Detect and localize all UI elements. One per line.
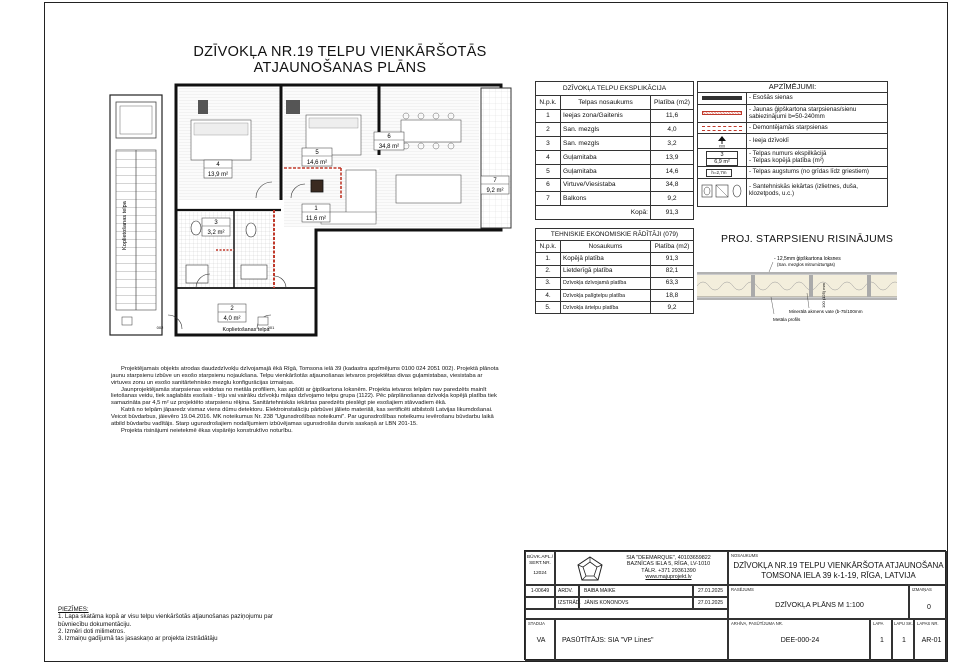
partition-note-1b: (San. mezglos mitrumizturīgās) — [777, 262, 835, 267]
svg-text:2: 2 — [230, 306, 234, 312]
page-title: DZĪVOKĻA NR.19 TELPU VIENKĀRŠOTĀS ATJAUNOŠANAS PLĀNS — [193, 44, 487, 76]
legend-row: - Jaunas ģipškartona starpsienas/sienu sabiezinājumi b=50-240mm — [698, 105, 887, 123]
room-tag-2 — [218, 304, 246, 322]
table-row: 5. Dzīvokļa ārtelpu platība 9,2 — [536, 302, 694, 314]
table-row: 3. Dzīvokļa dzīvojamā platība 63,3 — [536, 277, 694, 289]
svg-text:6: 6 — [387, 134, 391, 140]
svg-text:XXX: XXX — [718, 144, 726, 148]
legend-row: - Santehniskās iekārtas (izlietnes, duša, klozetpods, u.c.) — [698, 179, 887, 206]
legend-box — [697, 81, 888, 207]
table-row: 4 Guļamitaba 13,9 — [536, 150, 694, 164]
svg-text:3: 3 — [214, 220, 218, 226]
height-tag-sample: h=2,7m — [706, 169, 732, 177]
svg-text:9,2 m²: 9,2 m² — [486, 188, 504, 194]
partition-note-1: - 12,5mm ģipškartona loksnes — [774, 256, 841, 262]
svg-text:13,9 m²: 13,9 m² — [207, 172, 229, 178]
table-row: 4. Dzīvokļa palīgtelpu platība 18,8 — [536, 289, 694, 301]
company-logo-icon — [576, 556, 604, 582]
room-tag-sample: 3 6,9 m² — [706, 151, 738, 166]
door-tag-002: 002 — [156, 325, 164, 330]
partition-dim: 100 (125) mm — [821, 283, 826, 308]
room-tag-3 — [202, 218, 230, 236]
svg-text:11,6 m²: 11,6 m² — [306, 216, 326, 222]
legend-row: - Demontējamās starpsienas — [698, 123, 887, 134]
title-block: BŪVK.APL./ SERT.NR. 12024 SIA "DEEMARQUE", 40103659822 BAZNĪCAS IELA 5, RĪGA, LV-1010 TĀLR. +371 29361390 www.majuprojekt.lv 1-00649 ARDV. BAIBA MAIKE 27.01.2025 IZSTRĀD. JĀNIS KONONOVS 27.01.2025 STADIJA VA PASŪTĪTĀJS: SIA "VP Lines" NOSAUKUMS DZĪVOKĻA NR.19 TELPU VIENKĀRŠOTA ATJAUNOŠANA TOMSONA IELA 39 k-1-19, RĪGA, LATVIJA RASĒJUMS DZĪVOKĻA PLĀNS M 1:100 IZMAIŅAS 0 ARHĪVA, PASŪTĪJUMA NR. DEE-000-24 LAPA 1 LAPU SK. 1 LAPAS NR. AR-01 — [524, 550, 946, 660]
door-tag-001: 001 — [267, 325, 275, 330]
technical-title: TEHNISKIE EKONOMISKIE RĀDĪTĀJI (079) — [536, 229, 694, 241]
floor-plan — [106, 80, 526, 345]
sanitary-fixtures-icon — [698, 179, 746, 206]
table-row: N.p.k. Nosaukums Platība (m2) — [536, 241, 694, 253]
new-partition-icon — [702, 111, 742, 115]
description-text: Projektējamais objekts atrodas daudzdzīvokļu dzīvojamajā ēkā Rīgā, Tomsona ielā 39 (kadastra apzīmējums 0100 024 2051 002). Projektā plānota jaunu starpsienu izbūve un esošo starpsienu nojaukšana. Telpu vienkāršotās atjaunošanas ietvaros projektētas divas guļamistabas, viesistaba ar virtuves zonu un esošo sanitārtehnisko mezglu konfigurācijas izmaiņas. Jaunprojektējamās starpsienas veidotas no metāla profiliem, kas apšūti ar ģipškartona loksnēm. Projekta ietvaros telpām nav paredzēts mainīt lietošanas veidu, tiek saglabāts esošais - triju vai vairāku dzīvokļu mājas dzīvojamo telpu grupa (1122). Pēc pārplānošanas dzīvokļa kopējā platība tiek samazināta par 4,5 m² uz projektēto starpsienu rēķina. Sanitārtehniskās iekārtas paredzēts pieslēgt pie esošajiem stāvvadiem ēkā. Katrā no telpām jāparedz vismaz viens dūmu detektoru. Elektroinstalāciju pārbūvei jālieto materiāli, kas sertificēti atbilstoši Latvijas likumdošanai. Veicot būvdarbus, jāievēro 19.04.2016. MK noteikumus Nr. 238 "Ugunsdrošības noteikumi". Par ugunsdrošības noteikumu ievērošanu būvdarbu laikā atbild būvdarbu vadītājs. Starp ugunsdrošajiem nodalījumiem izbūvējamas ugunsdrošās durvis saskaņā ar LBN 201-15. Projekta risinājumi neietekmē ēkas vispārējo konstruktīvo noturību. — [111, 366, 499, 434]
legend-title: APZĪMĒJUMI: — [698, 82, 887, 93]
table-row: 2. Lietderīgā platība 82,1 — [536, 265, 694, 277]
entry-arrow-icon — [698, 134, 746, 148]
corridor-label: Koplietošanas telpa — [222, 327, 270, 333]
room-tag-5 — [302, 148, 332, 166]
table-row: 3 San. mezgls 3,2 — [536, 137, 694, 151]
table-row: 1. Kopējā platība 91,3 — [536, 253, 694, 265]
table-row: 1 Ieejas zona/Gaitenis 11,6 — [536, 109, 694, 123]
table-row: 5 Guļamitaba 14,6 — [536, 164, 694, 178]
partition-note-3: Metāla profils — [773, 317, 801, 322]
svg-text:4,0 m²: 4,0 m² — [223, 316, 241, 322]
svg-text:34,8 m²: 34,8 m² — [378, 144, 400, 150]
legend-row: 3 6,9 m² - Telpas numurs ekspilkācijā - Telpas kopējā platība (m²) — [698, 149, 887, 167]
table-row: 7 Balkons 9,2 — [536, 192, 694, 206]
technical-table — [535, 228, 694, 314]
explication-table — [535, 81, 694, 220]
demolish-wall-icon — [702, 126, 742, 131]
notes-title: PIEZĪMES: — [58, 606, 89, 613]
company-block: SIA "DEEMARQUE", 40103659822 BAZNĪCAS IELA 5, RĪGA, LV-1010 TĀLR. +371 29361390 www.majuprojekt.lv — [555, 551, 728, 585]
existing-wall-icon — [702, 96, 742, 100]
explication-title: DZĪVOKĻA TELPU EKSPLIKĀCIJA — [536, 82, 694, 96]
notes-block: PIEZĪMES: 1. Lapa skatāma kopā ar visu telpu vienkāršotās atjaunošanas paziņojumu par būvniecību dokumentāciju. 2. Izmēri doti milimetros. 3. Izmaiņu gadījumā tas jasaskaņo ar projekta izstrādātāju — [58, 606, 298, 642]
table-row: 2 San. mezgls 4,0 — [536, 123, 694, 137]
svg-text:7: 7 — [493, 178, 497, 184]
partition-title: PROJ. STARPSIENU RISINĀJUMS — [721, 233, 894, 245]
partition-note-2: Minerālā akmens vate (b-75/100mm — [789, 309, 863, 314]
svg-text:14,6 m²: 14,6 m² — [306, 160, 328, 166]
svg-text:3,2 m²: 3,2 m² — [207, 230, 225, 236]
svg-text:1: 1 — [314, 206, 318, 212]
legend-row: XXX - Ieeja dzīvoklī — [698, 134, 887, 149]
svg-text:4: 4 — [216, 162, 220, 168]
room-tag-7 — [481, 176, 509, 194]
partition-detail — [697, 248, 897, 328]
legend-row: h=2,7m - Telpas augstums (no grīdas līdz griestiem) — [698, 167, 887, 179]
svg-text:5: 5 — [315, 150, 319, 156]
table-row: 6 Virtuve/Viesistaba 34,8 — [536, 178, 694, 192]
stair-label: Koplietošanas telpa — [122, 201, 128, 250]
table-row: N.p.k. Telpas nosaukums Platība (m2) — [536, 95, 694, 109]
room-tag-6 — [374, 132, 404, 150]
room-tag-1 — [302, 204, 330, 222]
legend-row: - Esošās sienas — [698, 93, 887, 105]
room-tag-4 — [204, 160, 232, 178]
total-row: Kopā: 91,3 — [536, 206, 694, 220]
